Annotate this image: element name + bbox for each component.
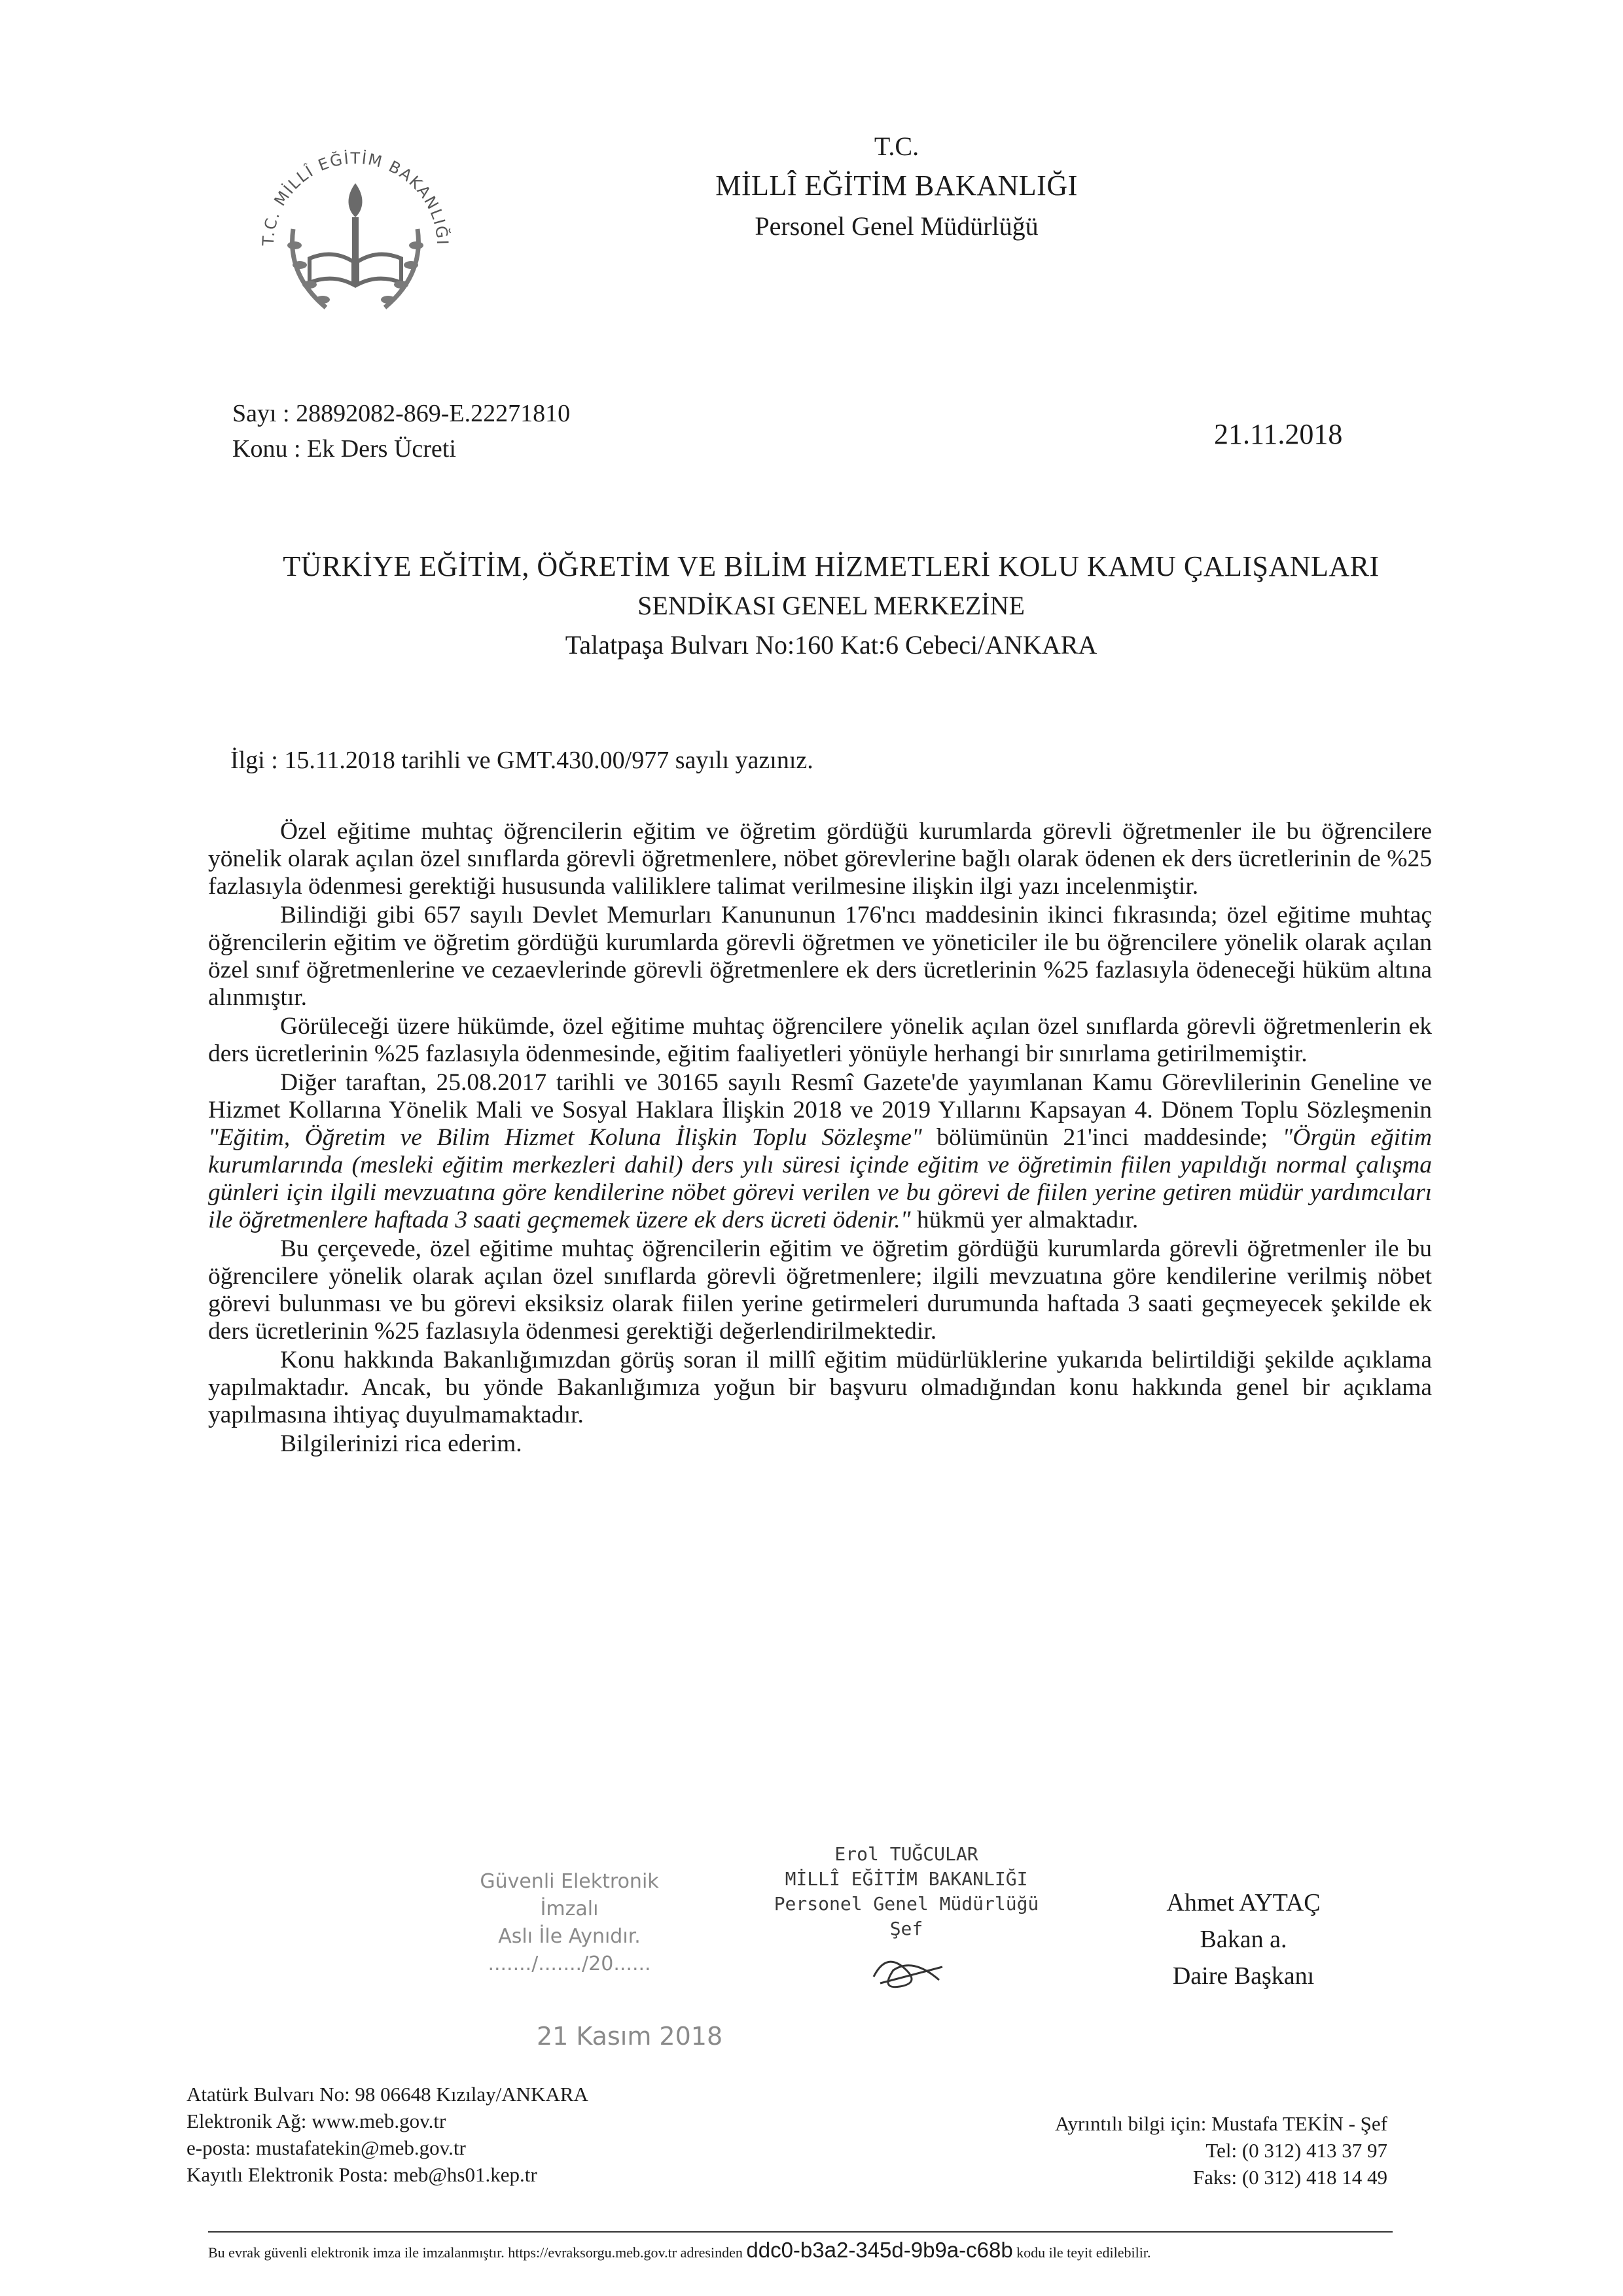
approver-name: Ahmet AYTAÇ: [1166, 1889, 1321, 1916]
document-subject: Konu : Ek Ders Ücreti: [232, 435, 456, 463]
stamp-line-1: Güvenli Elektronik İmzalı: [480, 1870, 659, 1920]
stamp-line-3: ......./......./20......: [488, 1952, 651, 1975]
footer-info: Ayrıntılı bilgi için: Mustafa TEKİN - Şef: [1054, 2112, 1387, 2135]
paragraph-2: Bilindiği gibi 657 sayılı Devlet Memurları Kanununun 176'ncı maddesinin ikinci fıkrasında; özel eğitime muhtaç öğrencilerin eğitim ve öğretim gördüğü kurumlarda görevli öğretmen ve yöneticiler ile bu öğrencilere yönelik olarak açılan özel sınıf öğretmenlerine ve cezaevlerinde görevli öğretmenlere ek ders ücretlerinin %25 fazlasıyla ödeneceği hüküm altına alınmıştır.: [208, 902, 1432, 1011]
signature-block-right: [1113, 1884, 1374, 1994]
letter-body: [208, 818, 1432, 1458]
recipient-line-1: TÜRKİYE EĞİTİM, ÖĞRETİM VE BİLİM HİZMETLERİ KOLU KAMU ÇALIŞANLARI: [283, 550, 1380, 582]
footer-contact-right: [982, 2110, 1387, 2191]
footer-kep: Kayıtlı Elektronik Posta: meb@hs01.kep.tr: [187, 2163, 537, 2186]
footer-web: Elektronik Ağ: www.meb.gov.tr: [187, 2110, 446, 2132]
footer-email: e-posta: mustafatekin@meb.gov.tr: [187, 2136, 466, 2159]
logo-text: T.C. MİLLÎ EĞİTİM BAKANLIĞI: [259, 149, 452, 247]
approver-role: Bakan a.: [1200, 1926, 1287, 1953]
recipient-address: Talatpaşa Bulvarı No:160 Kat:6 Cebeci/ANKARA: [565, 630, 1097, 660]
paragraph-4-part-a: Diğer taraftan, 25.08.2017 tarihli ve 30165 sayılı Resmî Gazete'de yayımlanan Kamu Görevlilerinin Geneline ve Hizmet Kollarına Yönelik Mali ve Sosyal Haklara İlişkin 2018 ve 2019 Yıllarını Kapsayan 4. Dönem Toplu Sözleşmenin: [208, 1069, 1432, 1123]
signer-title: Şef: [889, 1918, 923, 1939]
stamp-line-2: Aslı İle Aynıdır.: [498, 1925, 641, 1948]
header-ministry: MİLLÎ EĞİTİM BAKANLIĞI: [715, 169, 1078, 202]
ministry-logo: [247, 131, 463, 347]
closing-line: Bilgilerinizi rica ederim.: [280, 1430, 522, 1457]
signer-dept: Personel Genel Müdürlüğü: [774, 1893, 1039, 1915]
paragraph-4-part-e: hükmü yer almaktadır.: [910, 1207, 1139, 1233]
header-tc: T.C.: [874, 132, 919, 161]
footer-divider: [208, 2231, 1393, 2233]
verification-prefix: Bu evrak güvenli elektronik imza ile imzalanmıştır. https://evraksorgu.meb.gov.tr adresinden: [208, 2244, 743, 2261]
paragraph-1: Özel eğitime muhtaç öğrencilerin eğitim ve öğretim gördüğü kurumlarda görevli öğretmenler ile bu öğrencilere yönelik olarak açılan özel sınıflarda görevli öğretmenlere, nöbet görevlerine bağlı olarak ödenen ek ders ücretlerinin de %25 fazlasıyla ödenmesi gerektiği hususunda valiliklere talimat verilmesine ilişkin ilgi yazı incelenmiştir.: [208, 818, 1432, 900]
document-number: Sayı : 28892082-869-E.22271810: [232, 400, 571, 427]
footer-address: Atatürk Bulvarı No: 98 06648 Kızılay/ANKARA: [187, 2083, 588, 2106]
signer-org: MİLLÎ EĞİTİM BAKANLIĞI: [785, 1868, 1028, 1890]
reference-line: İlgi : 15.11.2018 tarihli ve GMT.430.00/977 sayılı yazınız.: [230, 747, 813, 774]
stamp-date: 21 Kasım 2018: [537, 2022, 723, 2051]
footer-contact-left: [187, 2081, 588, 2188]
paragraph-4-part-c: bölümünün 21'inci maddesinde;: [921, 1124, 1283, 1151]
paragraph-4-quote-title: "Eğitim, Öğretim ve Bilim Hizmet Koluna İlişkin Toplu Sözleşme": [208, 1124, 922, 1151]
verification-suffix: kodu ile teyit edilebilir.: [1016, 2244, 1151, 2261]
footer-fax: Faks: (0 312) 418 14 49: [1192, 2166, 1387, 2189]
recipient-line-2: SENDİKASI GENEL MERKEZİNE: [637, 591, 1025, 620]
paragraph-3: Görüleceği üzere hükümde, özel eğitime muhtaç öğrencilere yönelik açılan özel sınıflarda görevli öğretmenlerin ek ders ücretlerinin %25 fazlasıyla ödenmesinde, eğitim faaliyetleri yönüyle herhangi bir sınırlama getirilmemiştir.: [208, 1013, 1432, 1067]
paragraph-6: Konu hakkında Bakanlığımızdan görüş soran il millî eğitim müdürlüklerine yukarıda belirtildiği şekilde açıklama yapılmaktadır. Ancak, bu yönde Bakanlığımıza yoğun bir başvuru olmadığından konu hakkında genel bir açıklama yapılmasına ihtiyaç duyulmamaktadır.: [208, 1347, 1432, 1428]
e-signature-stamp: [458, 1868, 681, 1978]
paragraph-5: Bu çerçevede, özel eğitime muhtaç öğrencilerin eğitim ve öğretim gördüğü kurumlarda görevli öğretmenler ile bu öğrencilere yönelik olarak açılan özel sınıflarda görevli öğretmenlere; ilgili mevzuatına göre kendilerine verilmiş nöbet görevi bulunması ve bu görevi eksiksiz olarak fiilen yerine getirmeleri durumunda haftada 3 saati geçmeyecek şekilde ek ders ücretlerinin %25 fazlasıyla ödenmesi gerektiği değerlendirilmektedir.: [208, 1235, 1432, 1345]
paragraph-4: [208, 1069, 1432, 1234]
signer-name: Erol TUĞCULAR: [834, 1843, 978, 1865]
approver-title: Daire Başkanı: [1172, 1962, 1315, 1990]
footer-tel: Tel: (0 312) 413 37 97: [1205, 2139, 1387, 2162]
header-department: Personel Genel Müdürlüğü: [755, 211, 1039, 241]
verification-code: ddc0-b3a2-345d-9b9a-c68b: [746, 2238, 1013, 2262]
handwritten-signature: [861, 1944, 952, 1996]
paragraph-4-quote: "Örgün eğitim kurumlarında (mesleki eğitim merkezleri dahil) ders yılı süresi içinde eğitim ve öğretimin fiilen yapıldığı normal çalışma günleri için ilgili mevzuatına göre kendilerine nöbet görevi verilen ve bu görevi de fiilen yerine getiren müdür yardımcıları ile öğretmenlere haftada 3 saati geçmemek üzere ek ders ücreti ödenir.": [208, 1124, 1433, 1233]
verification-line: [208, 2238, 1150, 2263]
document-date: 21.11.2018: [1214, 418, 1343, 450]
signature-stamp-middle: [749, 1842, 1063, 2003]
